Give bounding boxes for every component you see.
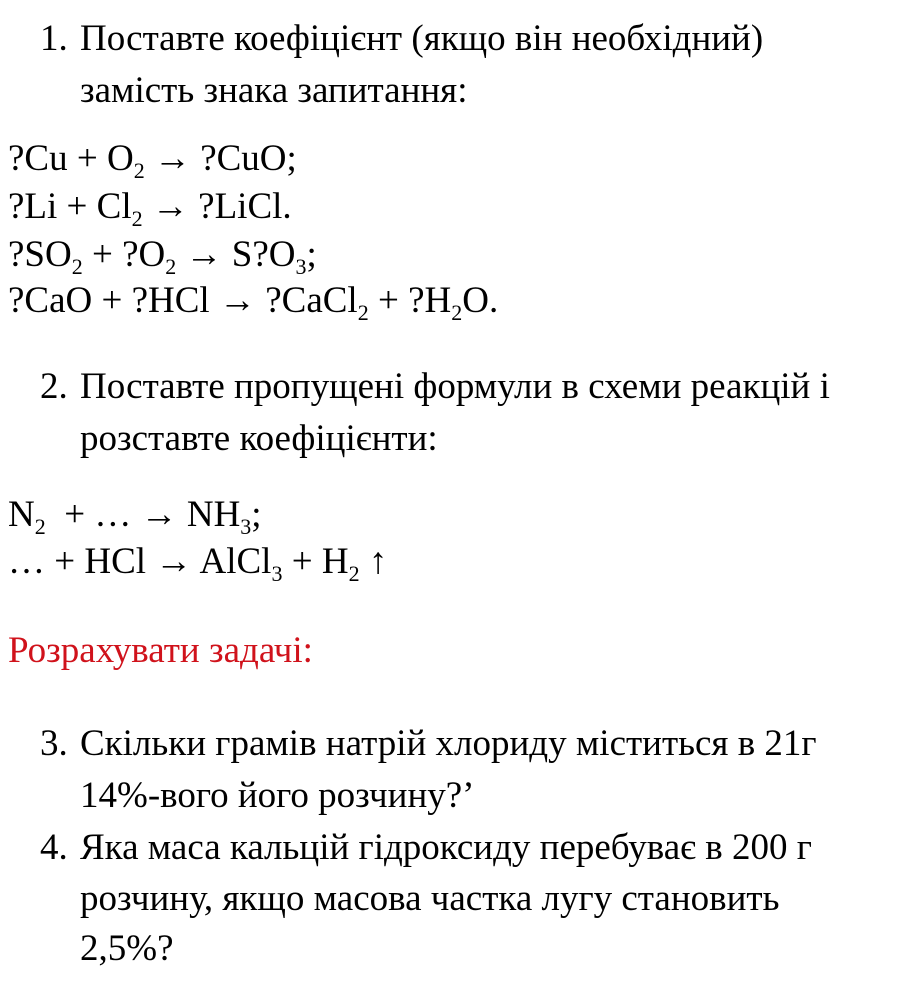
equation-part: → S?O (176, 234, 296, 275)
task-text-line: замість знака запитання: (80, 70, 468, 111)
equation-part: O. (462, 280, 499, 321)
chemical-equation (8, 280, 499, 325)
subscript: 2 (131, 206, 143, 231)
equation-part: ?Cu + O (8, 138, 134, 179)
subscript: 3 (271, 561, 283, 586)
equation-part: + ?H (368, 280, 452, 321)
chemical-equation (8, 138, 297, 183)
equation-part: ?SO (8, 234, 72, 275)
equation-part: … + HCl → AlCl (8, 541, 272, 582)
subscript: 2 (348, 561, 360, 586)
task-text-line: Яка маса кальцій гідроксиду перебуває в 200 г (80, 827, 812, 868)
task-number: 3. (40, 723, 68, 764)
task-text-line: Поставте пропущені формули в схеми реакцій і (80, 366, 830, 407)
task-number: 2. (40, 366, 68, 407)
subscript: 3 (240, 514, 252, 539)
subscript: 3 (295, 254, 307, 279)
subscript: 2 (165, 254, 177, 279)
chemical-equation (8, 234, 317, 279)
task-text-line: Скільки грамів натрій хлориду міститься в 21г (80, 723, 817, 764)
subscript: 2 (451, 300, 463, 325)
equation-part: → ?LiCl. (142, 186, 292, 227)
task-number: 4. (40, 827, 68, 868)
task-text-line: розставте коефіцієнти: (80, 418, 438, 459)
section-heading: Розрахувати задачі: (8, 630, 313, 671)
task-text-line: 2,5%? (80, 928, 174, 969)
task-text-line: Поставте коефіцієнт (якщо він необхідний) (80, 18, 764, 59)
chemical-equation (8, 494, 262, 539)
equation-part: + H (282, 541, 349, 582)
subscript: 2 (34, 514, 46, 539)
subscript: 2 (357, 300, 369, 325)
equation-part: ; (251, 494, 262, 535)
equation-part: ↑ (359, 541, 388, 582)
chemical-equation (8, 186, 292, 231)
subscript: 2 (133, 158, 145, 183)
chemical-equation (8, 541, 388, 586)
equation-part: + ?O (82, 234, 166, 275)
equation-part: N (8, 494, 35, 535)
equation-part: ; (306, 234, 317, 275)
equation-part: ?CaO + ?HCl → ?CaCl (8, 280, 358, 321)
equation-part: → ?CuO; (144, 138, 297, 179)
task-text-line: 14%-вого його розчину?’ (80, 775, 475, 816)
task-text-line: розчину, якщо масова частка лугу становить (80, 878, 780, 919)
equation-part: ?Li + Cl (8, 186, 132, 227)
task-number: 1. (40, 18, 68, 59)
subscript: 2 (71, 254, 83, 279)
equation-part: + … → NH (45, 494, 241, 535)
